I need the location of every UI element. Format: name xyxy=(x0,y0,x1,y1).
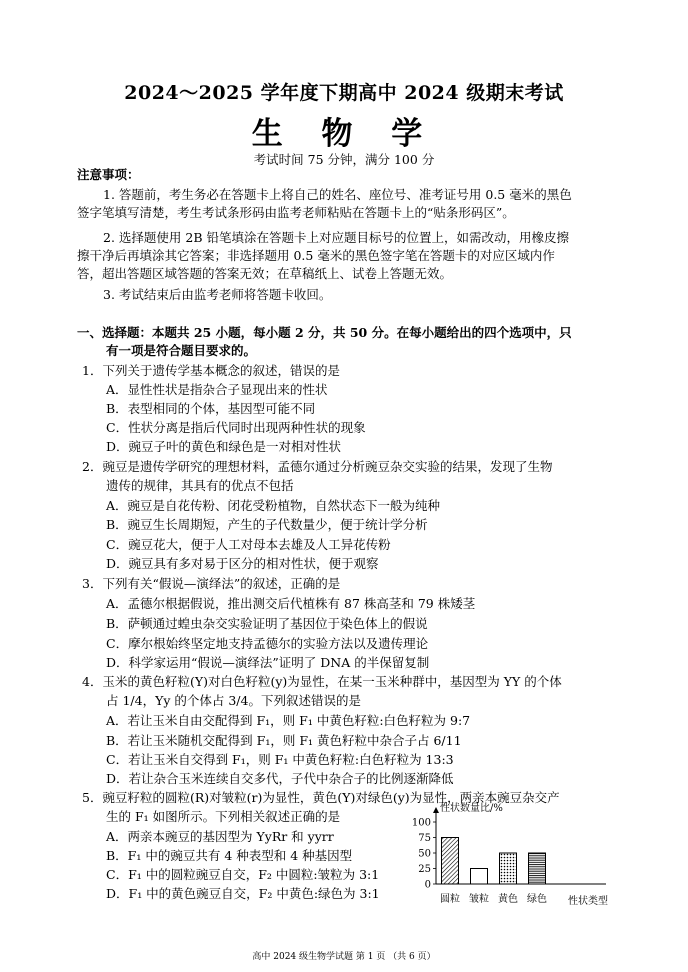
notice-heading: 注意事项： xyxy=(77,167,140,182)
q2-stem: 2．豌豆是遗传学研究的理想材料，孟德尔通过分析豌豆杂交实验的结果，发现了生物 xyxy=(82,459,553,474)
q5-option-b: B．F₁ 中的豌豆共有 4 种表型和 4 种基因型 xyxy=(106,848,353,863)
notice-line: 签字笔填写清楚，考生考试条形码由监考老师粘贴在答题卡上的“贴条形码区”。 xyxy=(77,205,515,220)
q5-option-d: D．F₁ 中的黄色豌豆自交，F₂ 中黄色:绿色为 3:1 xyxy=(106,886,380,901)
exam-info: 考试时间 75 分钟，满分 100 分 xyxy=(253,152,435,167)
page-footer: 高中 2024 级生物学试题 第 1 页 （共 6 页） xyxy=(252,952,436,962)
notice-line: 答，超出答题区域答题的答案无效；在草稿纸上、试卷上答题无效。 xyxy=(77,266,453,281)
q5-stem: 5．豌豆籽粒的圆粒(R)对皱粒(r)为显性，黄色(Y)对绿色(y)为显性，两亲本豌豆杂交产 xyxy=(82,790,560,805)
q3-option-d: D．科学家运用“假说—演绎法”证明了 DNA 的半保留复制 xyxy=(106,655,430,670)
q4-stem-cont: 占 1/4，Yy 的个体占 3/4。下列叙述错误的是 xyxy=(106,693,361,708)
bar-4 xyxy=(529,853,546,884)
q4-option-a: A．若让玉米自由交配得到 F₁，则 F₁ 中黄色籽粒:白色籽粒为 9:7 xyxy=(106,713,471,728)
x-category-label: 黄色 xyxy=(498,894,518,905)
q2-option-a: A．豌豆是自花传粉、闭花受粉植物，自然状态下一般为纯种 xyxy=(106,498,441,513)
y-axis-label: 性状数量比/% xyxy=(440,803,503,814)
q1-option-b: B．表型相同的个体，基因型可能不同 xyxy=(106,401,316,416)
notice-line: 擦干净后再填涂其它答案；非选择题用 0.5 毫米的黑色签字笔在答题卡的对应区域内作 xyxy=(77,248,555,263)
x-category-label: 皱粒 xyxy=(469,894,489,905)
notice-line: 3. 考试结束后由监考老师将答题卡收回。 xyxy=(103,287,332,302)
q4-stem: 4．玉米的黄色籽粒(Y)对白色籽粒(y)为显性，在某一玉米种群中，基因型为 YY 的个体 xyxy=(82,674,562,689)
section-heading: 一、选择题：本题共 25 小题，每小题 2 分，共 50 分。在每小题给出的四个选项中，只 xyxy=(77,325,572,340)
q1-stem: 1．下列关于遗传学基本概念的叙述，错误的是 xyxy=(82,363,340,378)
x-axis-label: 性状类型 xyxy=(568,896,608,907)
y-tick-label: 25 xyxy=(418,864,431,875)
q2-option-d: D．豌豆具有多对易于区分的相对性状，便于观察 xyxy=(106,556,379,571)
q3-stem: 3．下列有关“假说—演绎法”的叙述，正确的是 xyxy=(82,576,341,591)
x-category-label: 圆粒 xyxy=(440,894,460,905)
notice-line: 1. 答题前，考生务必在答题卡上将自己的姓名、座位号、准考证号用 0.5 毫米的黑色 xyxy=(103,187,572,202)
q3-option-b: B．萨顿通过蝗虫杂交实验证明了基因位于染色体上的假说 xyxy=(106,616,428,631)
notice-line: 2. 选择题使用 2B 铅笔填涂在答题卡上对应题目标号的位置上，如需改动，用橡皮擦 xyxy=(103,230,569,245)
q5-option-c: C．F₁ 中的圆粒豌豆自交，F₂ 中圆粒:皱粒为 3:1 xyxy=(106,867,380,882)
q4-option-d: D．若让杂合玉米连续自交多代，子代中杂合子的比例逐渐降低 xyxy=(106,771,454,786)
q5-stem-cont: 生的 F₁ 如图所示。下列相关叙述正确的是 xyxy=(106,809,341,824)
q2-option-b: B．豌豆生长周期短，产生的子代数量少，便于统计学分析 xyxy=(106,517,428,532)
bar-2 xyxy=(471,869,488,885)
q4-option-b: B．若让玉米随机交配得到 F₁，则 F₁ 黄色籽粒中杂合子占 6/11 xyxy=(106,733,462,748)
section-heading-cont: 有一项是符合题目要求的。 xyxy=(106,343,257,358)
q1-option-c: C．性状分离是指后代同时出现两种性状的现象 xyxy=(106,420,366,435)
bar-3 xyxy=(500,853,517,884)
q3-option-a: A．孟德尔根据假说，推出测交后代植株有 87 株高茎和 79 株矮茎 xyxy=(106,596,476,611)
q2-option-c: C．豌豆花大，便于人工对母本去雄及人工异花传粉 xyxy=(106,537,391,552)
y-tick-label: 0 xyxy=(424,879,431,891)
q3-option-c: C．摩尔根始终坚定地支持孟德尔的实验方法以及遗传理论 xyxy=(106,636,429,651)
q1-option-d: D．豌豆子叶的黄色和绿色是一对相对性状 xyxy=(106,439,342,454)
q2-stem-cont: 遗传的规律，其具有的优点不包括 xyxy=(106,478,294,493)
trait-ratio-chart xyxy=(398,802,608,907)
y-tick-label: 75 xyxy=(418,833,431,844)
exam-title: 2024～2025 学年度下期高中 2024 级期末考试 xyxy=(124,82,564,104)
q5-option-a: A．两亲本豌豆的基因型为 YyRr 和 yyrr xyxy=(106,829,334,844)
x-category-label: 绿色 xyxy=(527,894,547,905)
bar-1 xyxy=(442,838,459,885)
q1-option-a: A．显性性状是指杂合子显现出来的性状 xyxy=(106,382,328,397)
q4-option-c: C．若让玉米自交得到 F₁，则 F₁ 中黄色籽粒:白色籽粒为 13:3 xyxy=(106,752,454,767)
y-tick-label: 50 xyxy=(418,848,431,860)
y-tick-label: 100 xyxy=(411,817,431,829)
subject-title: 生 物 学 xyxy=(251,116,437,152)
